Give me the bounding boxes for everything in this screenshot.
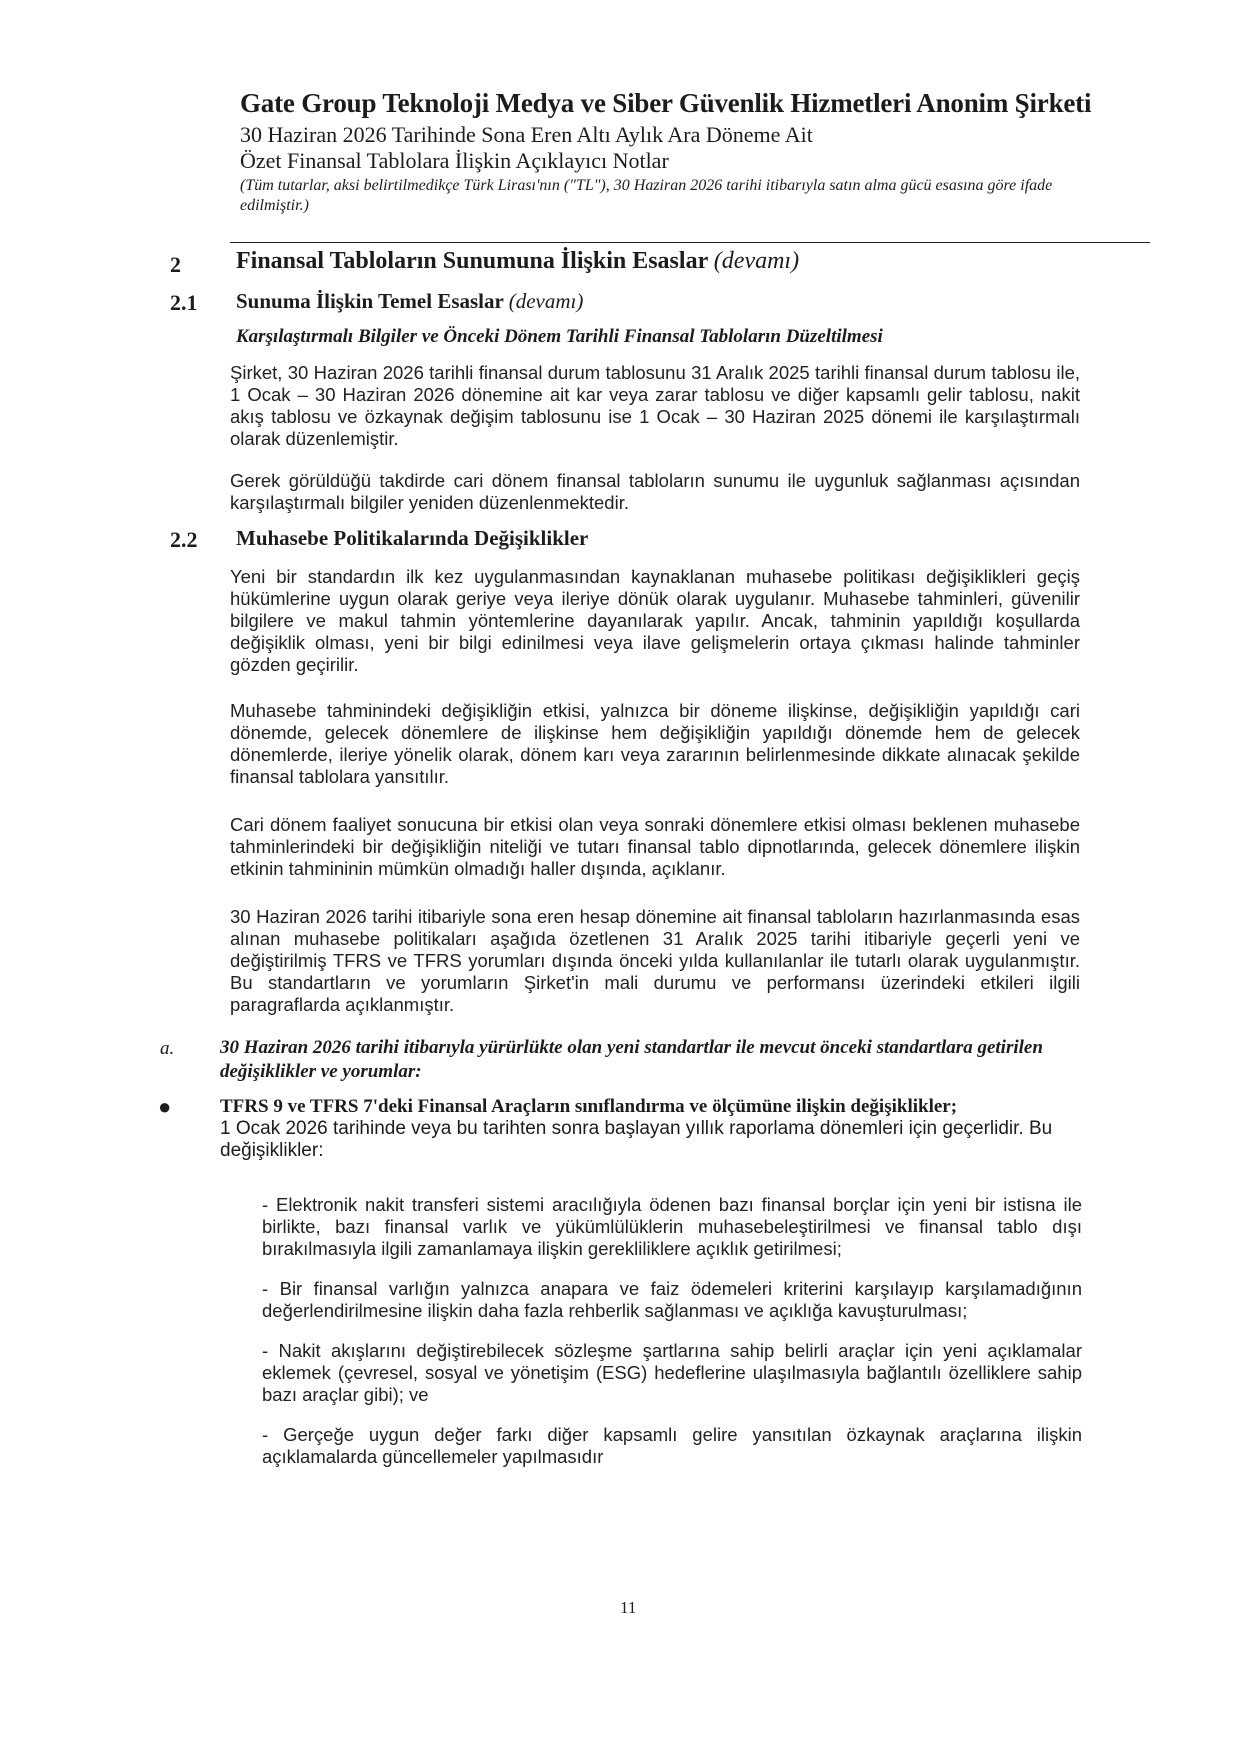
section-title-text: Finansal Tabloların Sunumuna İlişkin Esaslar xyxy=(236,248,708,274)
list-item: - Elektronik nakit transferi sistemi aracılığıyla ödenen bazı finansal borçlar için yeni bir istisna ile birlikte, bazı finansal varlık ve yükümlülüklerin muhasebeleştirilmesi ve finansal tablo dışı bırakılmasıyla ilgili zamanlamaya ilişkin gerekliliklere açıklık getirilmesi; xyxy=(262,1194,1082,1259)
paragraph: Cari dönem faaliyet sonucuna bir etkisi olan veya sonraki dönemlere etkisi olması beklenen muhasebe tahminlerindeki bir değişikliğin niteliği ve tutarı finansal tablo dipnotlarında, gelecek dönemlere ilişkin etkinin tahmininin mümkün olmadığı haller dışında, açıklanır. xyxy=(230,814,1080,879)
comparative-info-heading: Karşılaştırmalı Bilgiler ve Önceki Dönem Tarihli Finansal Tabloların Düzeltilmesi xyxy=(236,326,883,347)
section-number: 2 xyxy=(170,252,181,277)
report-period: 30 Haziran 2026 Tarihinde Sona Eren Altı Aylık Ara Döneme Ait xyxy=(240,122,813,147)
section-title xyxy=(236,248,799,275)
paragraph: Muhasebe tahminindeki değişikliğin etkisi, yalnızca bir döneme ilişkinse, değişikliğin yapıldığı cari dönemde, gelecek dönemlere de ilişkinse hem değişikliğin yapıldığı dönemde hem de gelecek dönemlerde, ileriye yönelik olarak, dönem karı veya zararının belirlenmesinde dikkate alınacak şekilde finansal tablolara yansıtılır. xyxy=(230,700,1080,787)
bullet-text: 1 Ocak 2026 tarihinde veya bu tarihten sonra başlayan yıllık raporlama dönemleri için geçerlidir. Bu değişiklikler: xyxy=(220,1118,1053,1161)
subsection-number: 2.1 xyxy=(170,290,198,315)
subsection-title xyxy=(236,289,583,314)
subsection-title-text: Sunuma İlişkin Temel Esaslar xyxy=(236,289,504,313)
section-title-suffix: (devamı) xyxy=(713,248,800,274)
paragraph: 30 Haziran 2026 tarihi itibariyle sona eren hesap dönemine ait finansal tabloların hazırlanmasında esas alınan muhasebe politikaları aşağıda özetlenen 31 Aralık 2025 tarihi itibariyle geçerli yeni ve değiştirilmiş TFRS ve TFRS yorumları dışında önceki yılda kullanılanlar ile tutarlı olarak uygulanmıştır. Bu standartların ve yorumların Şirket'in mali durumu ve performansı üzerindeki etkileri ilgili paragraflarda açıklanmıştır. xyxy=(230,906,1080,1015)
currency-note: (Tüm tutarlar, aksi belirtilmedikçe Türk Lirası'nın ("TL"), 30 Haziran 2026 tarihi itibarıyla satın alma gücü esasına göre ifade edilmiştir.) xyxy=(240,177,1053,214)
company-name: Gate Group Teknoloji Medya ve Siber Güvenlik Hizmetleri Anonim Şirketi xyxy=(240,88,1092,118)
page-number: 11 xyxy=(620,1598,637,1617)
list-marker: a. xyxy=(160,1038,175,1059)
list-item: - Gerçeğe uygun değer farkı diğer kapsamlı gelire yansıtılan özkaynak araçlarına ilişkin açıklamalarda güncellemeler yapılmasıdır xyxy=(262,1424,1082,1467)
paragraph: Şirket, 30 Haziran 2026 tarihli finansal durum tablosunu 31 Aralık 2025 tarihli finansal durum tablosu ile, 1 Ocak – 30 Haziran 2026 dönemine ait kar veya zarar tablosu ve diğer kapsamlı gelir tablosu, nakit akış tablosu ve özkaynak değişim tablosunu ise 1 Ocak – 30 Haziran 2025 dönemi ile karşılaştırmalı olarak düzenlemiştir. xyxy=(230,362,1080,449)
subsection-title: Muhasebe Politikalarında Değişiklikler xyxy=(236,526,589,550)
header-rule xyxy=(230,242,1150,243)
subsection-title-suffix: (devamı) xyxy=(508,289,584,313)
new-standards-heading: 30 Haziran 2026 tarihi itibarıyla yürürlükte olan yeni standartlar ile mevcut önceki standartlara getirilen değişiklikler ve yorumlar: xyxy=(220,1037,1043,1082)
bullet-title-text: TFRS 9 ve TFRS 7'deki Finansal Araçların sınıflandırma ve ölçümüne ilişkin değişiklikler; xyxy=(220,1096,958,1117)
bullet-icon: ● xyxy=(158,1094,172,1119)
paragraph: Yeni bir standardın ilk kez uygulanmasından kaynaklanan muhasebe politikası değişiklikleri geçiş hükümlerine uygun olarak geriye veya ileriye dönük olarak uygulanır. Muhasebe tahminleri, güvenilir bilgilere ve makul tahmin yöntemlerine dayanılarak yapılır. Ancak, tahminin yapıldığı koşullarda değişiklik olması, yeni bir bilgi edinilmesi veya ilave gelişmelerin ortaya çıkması halinde tahminler gözden geçirilir. xyxy=(230,566,1080,675)
bullet-title xyxy=(220,1096,1090,1118)
paragraph: Gerek görüldüğü takdirde cari dönem finansal tabloların sunumu ile uygunluk sağlanması açısından karşılaştırmalı bilgiler yeniden düzenlenmektedir. xyxy=(230,470,1080,513)
list-item: - Nakit akışlarını değiştirebilecek sözleşme şartlarına sahip belirli araçlar için yeni açıklamalar eklemek (çevresel, sosyal ve yönetişim (ESG) hedeflerine ulaşılmasıyla bağlantılı özelliklere sahip bazı araçlar gibi); ve xyxy=(262,1340,1082,1405)
list-item: - Bir finansal varlığın yalnızca anapara ve faiz ödemeleri kriterini karşılayıp karşılamadığının değerlendirilmesine ilişkin daha fazla rehberlik sağlanması ve açıklığa kavuşturulması; xyxy=(262,1278,1082,1321)
subsection-number: 2.2 xyxy=(170,527,198,552)
bullet-block xyxy=(220,1096,1090,1162)
report-subtitle: Özet Finansal Tablolara İlişkin Açıklayıcı Notlar xyxy=(240,148,669,173)
